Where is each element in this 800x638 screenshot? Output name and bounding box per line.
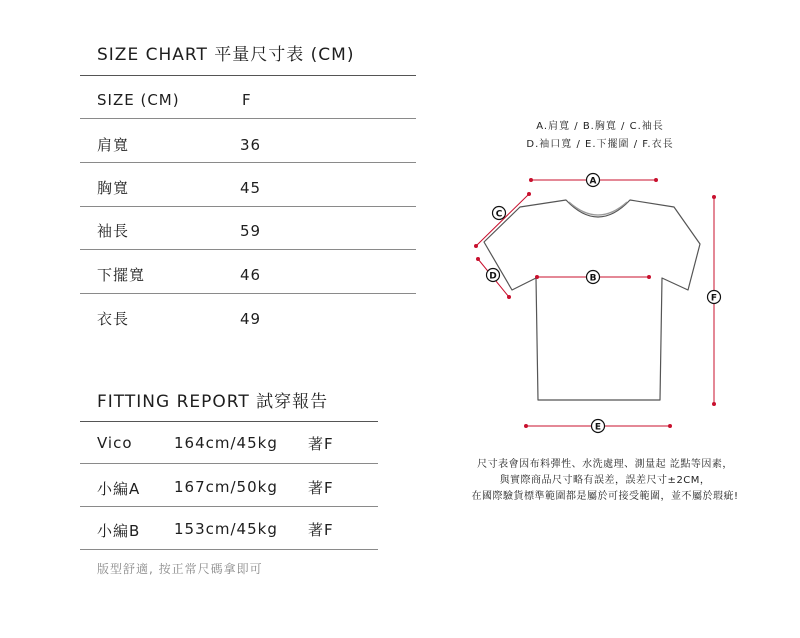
marker-c	[493, 207, 506, 220]
size-chart-row-label: 袖長	[97, 222, 130, 240]
marker-b	[587, 271, 600, 284]
fitting-report-name: Vico	[97, 434, 133, 452]
disclaimer-line-2: 與實際商品尺寸略有誤差，誤差尺寸±2CM，	[499, 475, 711, 486]
marker-d	[487, 269, 500, 282]
fitting-report-title: FITTING REPORT 試穿報告	[97, 392, 329, 412]
measure-line-c	[474, 192, 531, 248]
tshirt-outline	[484, 200, 700, 400]
fitting-report-name: 小編B	[97, 522, 141, 540]
diagram-legend-line-2: D.袖口寬 / E.下擺圍 / F.衣長	[526, 139, 674, 150]
fitting-report-size: 著F	[308, 479, 334, 497]
marker-c-label: C	[495, 209, 503, 220]
fitting-report-stats: 153cm/45kg	[174, 520, 278, 538]
size-chart-header-size: F	[242, 91, 252, 109]
size-chart-row-value: 49	[240, 310, 262, 328]
size-chart-header-label: SIZE (CM)	[97, 91, 180, 109]
size-chart-row-value: 45	[240, 179, 262, 197]
marker-e	[592, 420, 605, 433]
size-chart-row-label: 肩寬	[97, 136, 130, 154]
size-chart-title: SIZE CHART 平量尺寸表 (CM)	[97, 45, 355, 65]
fitting-report-name: 小編A	[97, 480, 141, 498]
marker-f	[708, 291, 721, 304]
size-chart-row-label: 下擺寬	[97, 266, 146, 284]
marker-a-label: A	[589, 176, 597, 187]
fitting-report-note: 版型舒適, 按正常尺碼拿即可	[97, 562, 263, 576]
fitting-report-stats: 164cm/45kg	[174, 434, 278, 452]
marker-f-label: F	[710, 293, 718, 304]
marker-b-label: B	[589, 273, 597, 284]
size-chart-row-value: 46	[240, 266, 262, 284]
diagram-legend-line-1: A.肩寬 / B.胸寬 / C.袖長	[536, 121, 664, 132]
marker-a	[587, 174, 600, 187]
size-chart-row-value: 36	[240, 136, 262, 154]
disclaimer-line-3: 在國際驗貨標準範圍都是屬於可接受範圍，並不屬於瑕疵!	[471, 491, 739, 502]
fitting-report-size: 著F	[308, 521, 334, 539]
fitting-report-size: 著F	[308, 435, 334, 453]
fitting-report-stats: 167cm/50kg	[174, 478, 278, 496]
marker-e-label: E	[594, 422, 602, 433]
size-chart-row-value: 59	[240, 222, 262, 240]
disclaimer-line-1: 尺寸表會因布料彈性、水洗處理、測量起 訖點等因素，	[477, 459, 733, 470]
size-chart-row-label: 胸寬	[97, 179, 130, 197]
size-chart-row-label: 衣長	[97, 310, 130, 328]
marker-d-label: D	[489, 271, 497, 282]
